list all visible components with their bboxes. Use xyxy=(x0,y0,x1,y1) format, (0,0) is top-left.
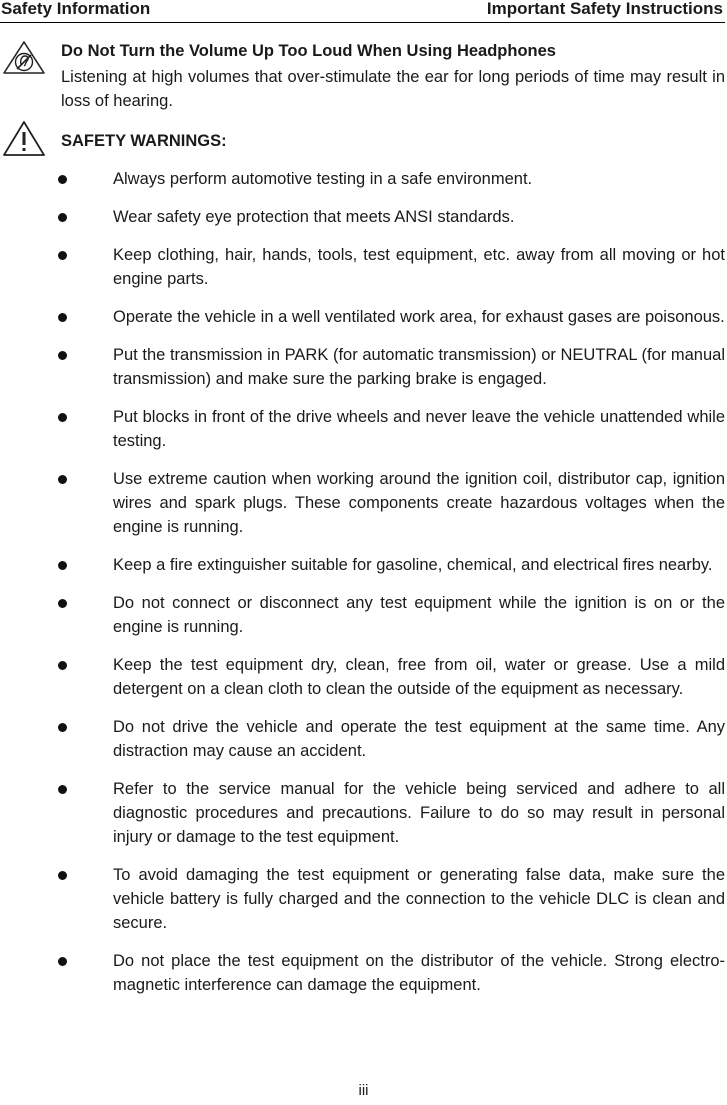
list-item-text: To avoid damaging the test equipment or generating false data, make sure the vehicle battery is fully charged and the connection to the vehicle DLC is clean and secure. xyxy=(113,866,725,932)
list-item-text: Do not place the test equipment on the distributor of the vehicle. Strong electro-magnetic interference can damage the equipment. xyxy=(113,952,725,994)
headphones-heading: Do Not Turn the Volume Up Too Loud When Using Headphones xyxy=(61,42,556,60)
list-item-text: Use extreme caution when working around the ignition coil, distributor cap, ignition wires and spark plugs. These components create hazardous voltages when the engine is running. xyxy=(113,470,725,536)
bullet-icon xyxy=(58,313,67,322)
list-item-text: Do not connect or disconnect any test equipment while the ignition is on or the engine is running. xyxy=(113,594,725,636)
header-chapter-title: Important Safety Instructions xyxy=(486,0,723,18)
list-item xyxy=(0,467,727,539)
safety-warnings-list xyxy=(0,167,727,1011)
bullet-icon xyxy=(58,785,67,794)
safety-warnings-heading: SAFETY WARNINGS: xyxy=(61,132,227,150)
list-item xyxy=(0,405,727,453)
list-item xyxy=(0,653,727,701)
ear-hearing-icon xyxy=(2,40,46,78)
bullet-icon xyxy=(58,351,67,360)
bullet-icon xyxy=(58,723,67,732)
bullet-icon xyxy=(58,213,67,222)
list-item-text: Keep the test equipment dry, clean, free from oil, water or grease. Use a mild detergent on a clean cloth to clean the outside of the equipment as necessary. xyxy=(113,656,725,698)
list-item xyxy=(0,715,727,763)
list-item xyxy=(0,243,727,291)
bullet-icon xyxy=(58,561,67,570)
bullet-icon xyxy=(58,661,67,670)
list-item-text: Always perform automotive testing in a safe environment. xyxy=(113,170,533,188)
list-item xyxy=(0,949,727,997)
bullet-icon xyxy=(58,175,67,184)
list-item xyxy=(0,305,727,329)
headphones-text: Listening at high volumes that over-stimulate the ear for long periods of time may result in loss of hearing. xyxy=(61,68,725,110)
bullet-icon xyxy=(58,475,67,484)
page-number: iii xyxy=(358,1082,369,1099)
bullet-icon xyxy=(58,251,67,260)
list-item-text: Keep clothing, hair, hands, tools, test equipment, etc. away from all moving or hot engine parts. xyxy=(113,246,725,288)
list-item-text: Put blocks in front of the drive wheels and never leave the vehicle unattended while testing. xyxy=(113,408,725,450)
warning-triangle-icon xyxy=(2,120,46,158)
bullet-icon xyxy=(58,413,67,422)
page-header xyxy=(0,0,725,23)
list-item-text: Keep a fire extinguisher suitable for gasoline, chemical, and electrical fires nearby. xyxy=(113,556,713,574)
list-item xyxy=(0,863,727,935)
bullet-icon xyxy=(58,957,67,966)
list-item-text: Operate the vehicle in a well ventilated work area, for exhaust gases are poisonous. xyxy=(113,308,725,326)
list-item-text: Refer to the service manual for the vehicle being serviced and adhere to all diagnostic procedures and precautions. Failure to do so may result in personal injury or damage to the test equipment. xyxy=(113,780,725,846)
bullet-icon xyxy=(58,599,67,608)
bullet-icon xyxy=(58,871,67,880)
list-item-text: Do not drive the vehicle and operate the test equipment at the same time. Any distraction may cause an accident. xyxy=(113,718,725,760)
header-section-title: Safety Information xyxy=(1,0,151,18)
list-item xyxy=(0,591,727,639)
list-item-text: Wear safety eye protection that meets ANSI standards. xyxy=(113,208,515,226)
list-item-text: Put the transmission in PARK (for automatic transmission) or NEUTRAL (for manual transmission) and make sure the parking brake is engaged. xyxy=(113,346,725,388)
list-item xyxy=(0,553,727,577)
list-item xyxy=(0,167,727,191)
list-item xyxy=(0,777,727,849)
list-item xyxy=(0,343,727,391)
list-item xyxy=(0,205,727,229)
